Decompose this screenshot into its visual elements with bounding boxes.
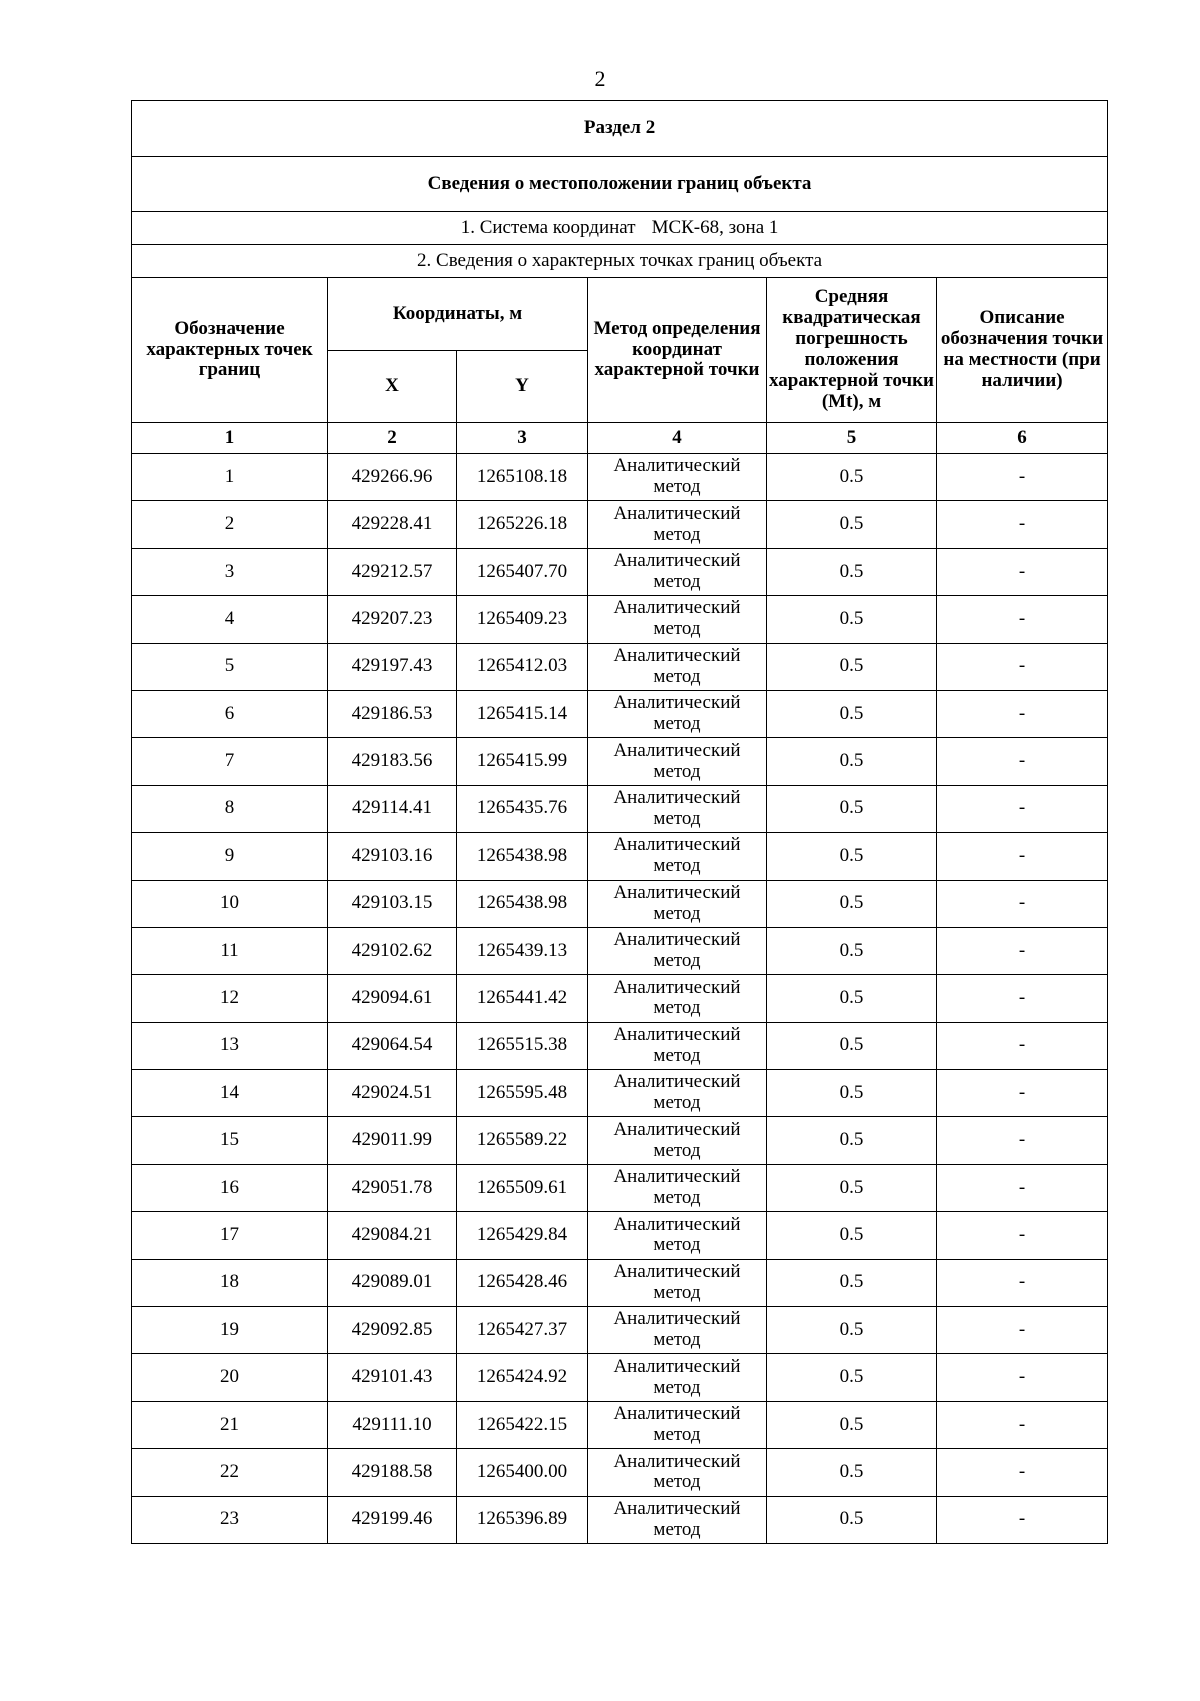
point-id: 4 [132,596,328,643]
coord-y: 1265396.89 [457,1496,588,1543]
point-id: 8 [132,785,328,832]
coord-y: 1265509.61 [457,1164,588,1211]
coord-x: 429197.43 [328,643,457,690]
method-cell: Аналитический метод [588,1164,767,1211]
table-row [132,1022,1108,1069]
table-row [132,833,1108,880]
point-id: 5 [132,643,328,690]
coord-x: 429064.54 [328,1022,457,1069]
coord-x: 429103.15 [328,880,457,927]
coord-x: 429111.10 [328,1401,457,1448]
mt-value: 0.5 [767,1449,937,1496]
mt-value: 0.5 [767,927,937,974]
mt-value: 0.5 [767,1496,937,1543]
description-cell: - [937,690,1108,737]
coord-y: 1265415.99 [457,738,588,785]
coordinate-system-value: МСК-68, зона 1 [651,216,779,238]
point-id: 22 [132,1449,328,1496]
method-cell: Аналитический метод [588,1449,767,1496]
coord-x: 429199.46 [328,1496,457,1543]
table-row [132,548,1108,595]
table-row [132,1070,1108,1117]
method-cell: Аналитический метод [588,1259,767,1306]
point-id: 1 [132,454,328,501]
description-cell: - [937,548,1108,595]
point-id: 23 [132,1496,328,1543]
point-id: 18 [132,1259,328,1306]
method-cell: Аналитический метод [588,1307,767,1354]
point-id: 11 [132,927,328,974]
method-cell: Аналитический метод [588,1354,767,1401]
table-row [132,1307,1108,1354]
coord-y: 1265415.14 [457,690,588,737]
coord-y: 1265108.18 [457,454,588,501]
table-row [132,927,1108,974]
header-error: Средняя квадратическая погрешность положения характерной точки (Mt), м [767,278,937,423]
method-cell: Аналитический метод [588,454,767,501]
table-row [132,1496,1108,1543]
column-number: 5 [767,423,937,454]
coord-x: 429183.56 [328,738,457,785]
mt-value: 0.5 [767,643,937,690]
method-cell: Аналитический метод [588,1212,767,1259]
method-cell: Аналитический метод [588,1401,767,1448]
coord-y: 1265439.13 [457,927,588,974]
method-cell: Аналитический метод [588,785,767,832]
mt-value: 0.5 [767,690,937,737]
mt-value: 0.5 [767,548,937,595]
point-id: 15 [132,1117,328,1164]
method-cell: Аналитический метод [588,643,767,690]
description-cell: - [937,1022,1108,1069]
method-cell: Аналитический метод [588,690,767,737]
method-cell: Аналитический метод [588,548,767,595]
mt-value: 0.5 [767,738,937,785]
mt-value: 0.5 [767,833,937,880]
table-row [132,785,1108,832]
coord-x: 429266.96 [328,454,457,501]
coord-y: 1265400.00 [457,1449,588,1496]
description-cell: - [937,1070,1108,1117]
mt-value: 0.5 [767,1117,937,1164]
description-cell: - [937,1401,1108,1448]
table-row [132,1354,1108,1401]
coord-y: 1265438.98 [457,833,588,880]
table-row [132,454,1108,501]
description-cell: - [937,785,1108,832]
coord-x: 429228.41 [328,501,457,548]
header-designation: Обозначение характерных точек границ [132,278,328,423]
mt-value: 0.5 [767,1354,937,1401]
description-cell: - [937,454,1108,501]
mt-value: 0.5 [767,1401,937,1448]
coordinate-system-row [132,212,1108,245]
mt-value: 0.5 [767,1070,937,1117]
description-cell: - [937,738,1108,785]
method-cell: Аналитический метод [588,880,767,927]
method-cell: Аналитический метод [588,1117,767,1164]
table-row [132,880,1108,927]
method-cell: Аналитический метод [588,833,767,880]
table-row [132,1164,1108,1211]
header-x: X [328,351,457,423]
column-number: 4 [588,423,767,454]
point-id: 9 [132,833,328,880]
point-id: 21 [132,1401,328,1448]
table-row [132,1449,1108,1496]
mt-value: 0.5 [767,1259,937,1306]
point-id: 7 [132,738,328,785]
mt-value: 0.5 [767,1212,937,1259]
description-cell: - [937,975,1108,1022]
description-cell: - [937,1449,1108,1496]
description-cell: - [937,1259,1108,1306]
coord-x: 429101.43 [328,1354,457,1401]
method-cell: Аналитический метод [588,738,767,785]
coord-x: 429094.61 [328,975,457,1022]
coord-y: 1265409.23 [457,596,588,643]
coord-x: 429084.21 [328,1212,457,1259]
mt-value: 0.5 [767,1022,937,1069]
coord-x: 429186.53 [328,690,457,737]
column-number: 1 [132,423,328,454]
coord-x: 429092.85 [328,1307,457,1354]
column-numbers-row [132,423,1108,454]
coord-x: 429207.23 [328,596,457,643]
coord-y: 1265407.70 [457,548,588,595]
table-row [132,1117,1108,1164]
column-number: 3 [457,423,588,454]
header-description: Описание обозначения точки на местности (при наличии) [937,278,1108,423]
coord-y: 1265429.84 [457,1212,588,1259]
description-cell: - [937,596,1108,643]
coord-x: 429024.51 [328,1070,457,1117]
description-cell: - [937,1212,1108,1259]
points-heading: 2. Сведения о характерных точках границ объекта [132,245,1108,278]
coord-x: 429188.58 [328,1449,457,1496]
coord-y: 1265435.76 [457,785,588,832]
point-id: 16 [132,1164,328,1211]
coord-y: 1265438.98 [457,880,588,927]
description-cell: - [937,1496,1108,1543]
coord-x: 429011.99 [328,1117,457,1164]
mt-value: 0.5 [767,975,937,1022]
point-id: 13 [132,1022,328,1069]
point-id: 10 [132,880,328,927]
coord-y: 1265589.22 [457,1117,588,1164]
mt-value: 0.5 [767,596,937,643]
method-cell: Аналитический метод [588,927,767,974]
section-title: Раздел 2 [132,101,1108,157]
point-id: 6 [132,690,328,737]
mt-value: 0.5 [767,880,937,927]
coordinate-system-label: 1. Система координат [460,216,636,238]
method-cell: Аналитический метод [588,1496,767,1543]
method-cell: Аналитический метод [588,596,767,643]
coord-y: 1265515.38 [457,1022,588,1069]
table-row [132,738,1108,785]
point-id: 14 [132,1070,328,1117]
coord-x: 429103.16 [328,833,457,880]
mt-value: 0.5 [767,454,937,501]
page-number: 2 [594,66,606,91]
coord-y: 1265422.15 [457,1401,588,1448]
mt-value: 0.5 [767,501,937,548]
coord-y: 1265428.46 [457,1259,588,1306]
description-cell: - [937,880,1108,927]
description-cell: - [937,501,1108,548]
method-cell: Аналитический метод [588,1070,767,1117]
coord-y: 1265441.42 [457,975,588,1022]
coord-x: 429051.78 [328,1164,457,1211]
point-id: 3 [132,548,328,595]
coord-y: 1265427.37 [457,1307,588,1354]
table-row [132,596,1108,643]
table-row [132,643,1108,690]
table-row [132,1401,1108,1448]
coord-y: 1265226.18 [457,501,588,548]
section-subtitle: Сведения о местоположении границ объекта [132,157,1108,212]
boundary-points-table [131,100,1108,1544]
point-id: 20 [132,1354,328,1401]
table-row [132,501,1108,548]
point-id: 12 [132,975,328,1022]
coord-x: 429089.01 [328,1259,457,1306]
coord-y: 1265424.92 [457,1354,588,1401]
mt-value: 0.5 [767,1164,937,1211]
table-row [132,690,1108,737]
description-cell: - [937,1164,1108,1211]
table-row [132,1259,1108,1306]
method-cell: Аналитический метод [588,1022,767,1069]
description-cell: - [937,1307,1108,1354]
table-row [132,1212,1108,1259]
header-y: Y [457,351,588,423]
point-id: 2 [132,501,328,548]
table-row [132,975,1108,1022]
description-cell: - [937,1354,1108,1401]
point-id: 19 [132,1307,328,1354]
header-method: Метод определения координат характерной точки [588,278,767,423]
method-cell: Аналитический метод [588,975,767,1022]
point-id: 17 [132,1212,328,1259]
mt-value: 0.5 [767,1307,937,1354]
method-cell: Аналитический метод [588,501,767,548]
header-coordinates: Координаты, м [328,278,588,351]
column-number: 6 [937,423,1108,454]
description-cell: - [937,927,1108,974]
description-cell: - [937,643,1108,690]
coord-y: 1265412.03 [457,643,588,690]
coord-y: 1265595.48 [457,1070,588,1117]
description-cell: - [937,1117,1108,1164]
coord-x: 429212.57 [328,548,457,595]
column-number: 2 [328,423,457,454]
description-cell: - [937,833,1108,880]
mt-value: 0.5 [767,785,937,832]
coord-x: 429114.41 [328,785,457,832]
coord-x: 429102.62 [328,927,457,974]
